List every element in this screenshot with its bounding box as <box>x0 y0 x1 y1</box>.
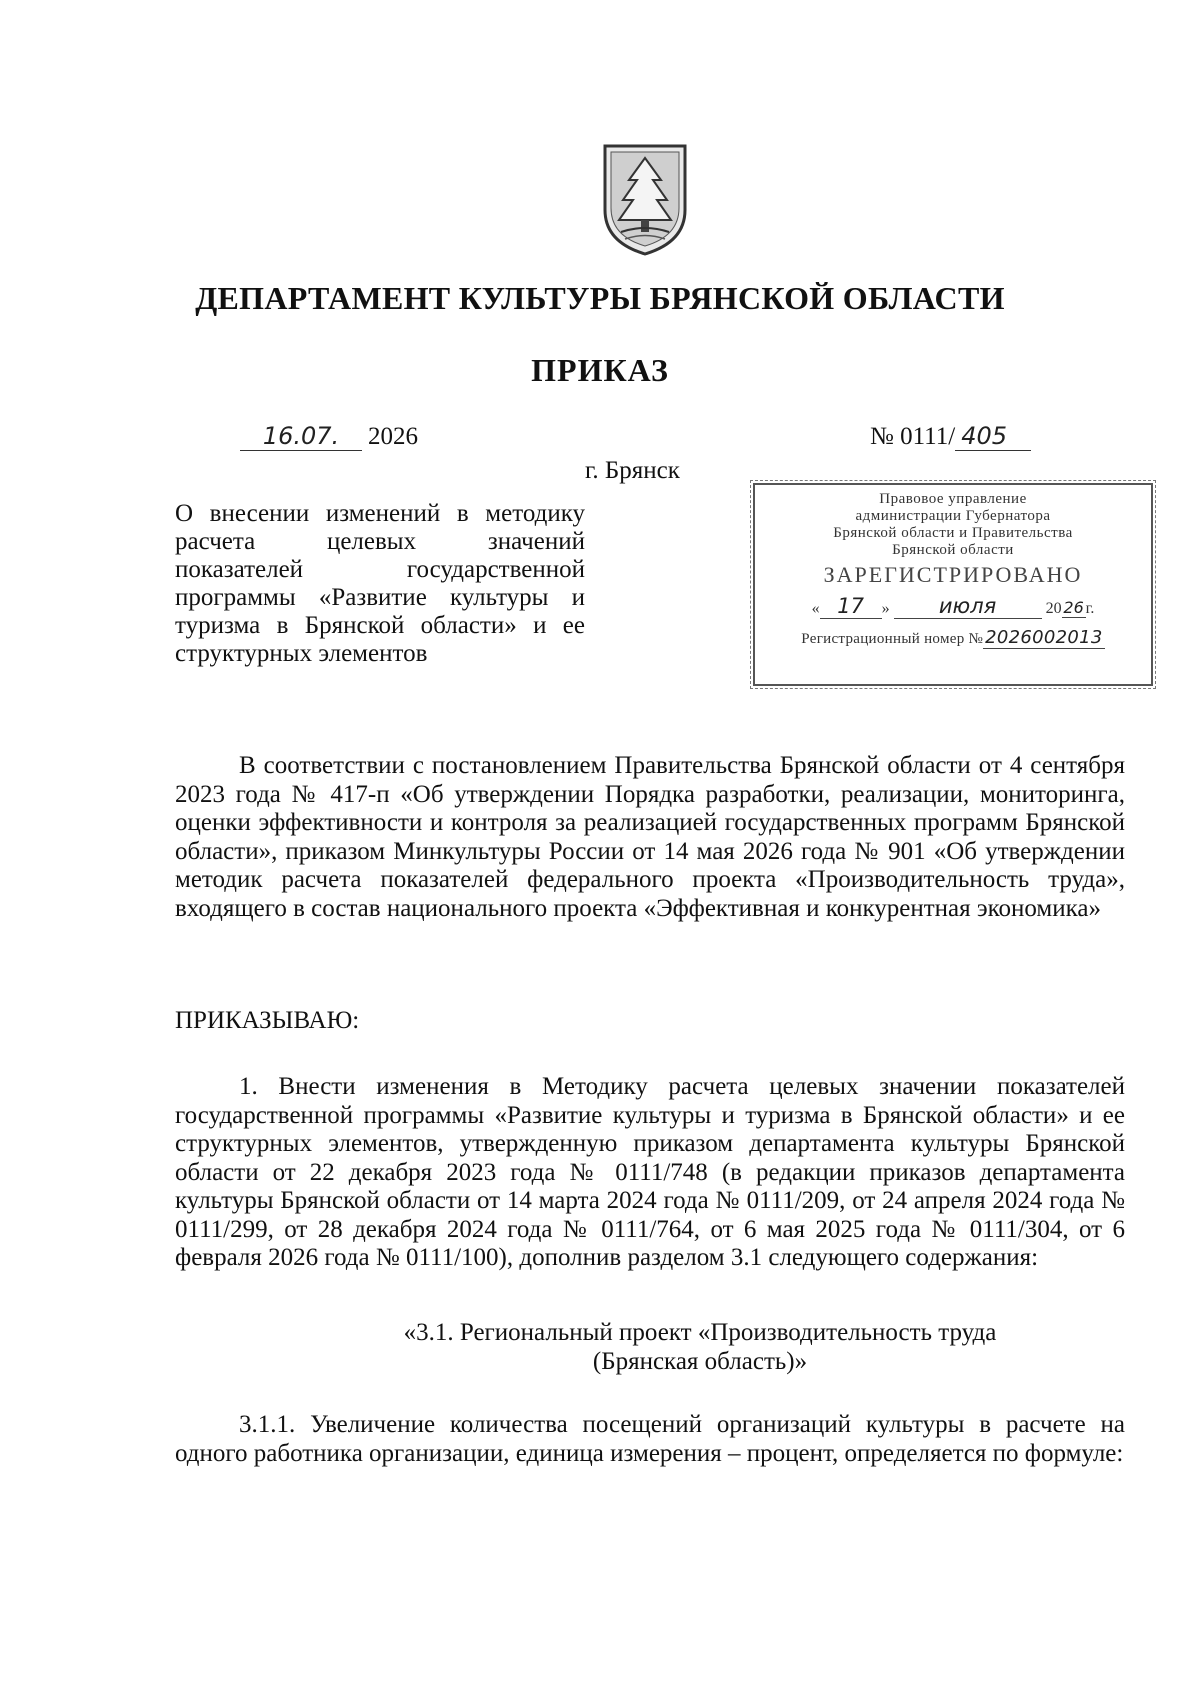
handwritten-order-number: 405 <box>955 422 1031 451</box>
registration-stamp <box>753 483 1153 686</box>
city-label: г. Брянск <box>585 457 680 484</box>
section-3-1-title <box>300 1319 1100 1376</box>
order-date <box>240 422 418 451</box>
section-title-line-2: (Брянская область)» <box>592 1347 808 1375</box>
order-number <box>870 422 1031 451</box>
document-type-title: ПРИКАЗ <box>531 352 669 388</box>
stamp-year-prefix: 20 <box>1045 600 1062 617</box>
stamp-year-suffix: г. <box>1085 600 1095 617</box>
stamp-year: 26 <box>1063 598 1084 617</box>
order-word: ПРИКАЗЫВАЮ: <box>175 1007 360 1034</box>
stamp-registered-title: ЗАРЕГИСТРИРОВАНО <box>823 562 1083 587</box>
clause-3-1-1-paragraph: 3.1.1. Увеличение количества посещений организаций культуры в расчете на одного работника организации, единица измерения – процент, определяется по формуле: <box>175 1411 1125 1467</box>
order-subject: О внесении изменений в методику расчета целевых значений показателей государственной программы «Развитие культуры и туризма в Брянской области» и ее структурных элементов <box>175 500 585 667</box>
section-title-line-1: «3.1. Региональный проект «Производительность труда <box>403 1319 997 1346</box>
date-year: 2026 <box>368 423 418 450</box>
stamp-day: 17 <box>820 594 882 619</box>
stamp-registration-number <box>755 627 1151 649</box>
stamp-line-2: администрации Губернатора <box>855 508 1051 524</box>
stamp-line-4: Брянской области <box>892 542 1014 558</box>
order-number-prefix: № 0111/ <box>870 423 956 450</box>
stamp-reg-label: Регистрационный номер № <box>801 631 984 647</box>
stamp-reg-number: 2026002013 <box>985 627 1103 648</box>
stamp-month: июля <box>894 594 1042 619</box>
department-title: ДЕПАРТАМЕНТ КУЛЬТУРЫ БРЯНСКОЙ ОБЛАСТИ <box>195 280 1005 316</box>
stamp-line-3: Брянской области и Правительства <box>833 525 1073 541</box>
handwritten-date: 16.07. <box>240 422 362 451</box>
clause-1-paragraph: 1. Внести изменения в Методику расчета целевых значении показателей государственной программы «Развитие культуры и туризма в Брянской области» и ее структурных элементов, утвержденную приказом департамента культуры Брянской области от 22 декабря 2023 года № 0111/748 (в редакции приказов департамента культуры Брянской области от 14 марта 2024 года № 0111/209, от 24 апреля 2024 года № 0111/299, от 28 декабря 2024 года № 0111/764, от 6 мая 2025 года № 0111/304, от 6 февраля 2026 года № 0111/100), дополнив разделом 3.1 следующего содержания: <box>175 1073 1125 1271</box>
stamp-date: « 17 » июля 20 26 г. <box>811 594 1095 618</box>
preamble-paragraph: В соответствии с постановлением Правительства Брянской области от 4 сентября 2023 года № 417-п «Об утверждении Порядка разработки, реализации, мониторинга, оценки эффективности и контроля за реализацией государственных программ Брянской области», приказом Минкультуры России от 14 мая 2026 года № 901 «Об утверждении методик расчета показателей федерального проекта «Производительность труда», входящего в состав национального проекта «Эффективная и конкурентная экономика» <box>175 752 1125 922</box>
coat-of-arms-emblem <box>599 140 691 258</box>
stamp-line-1: Правовое управление <box>879 491 1027 507</box>
